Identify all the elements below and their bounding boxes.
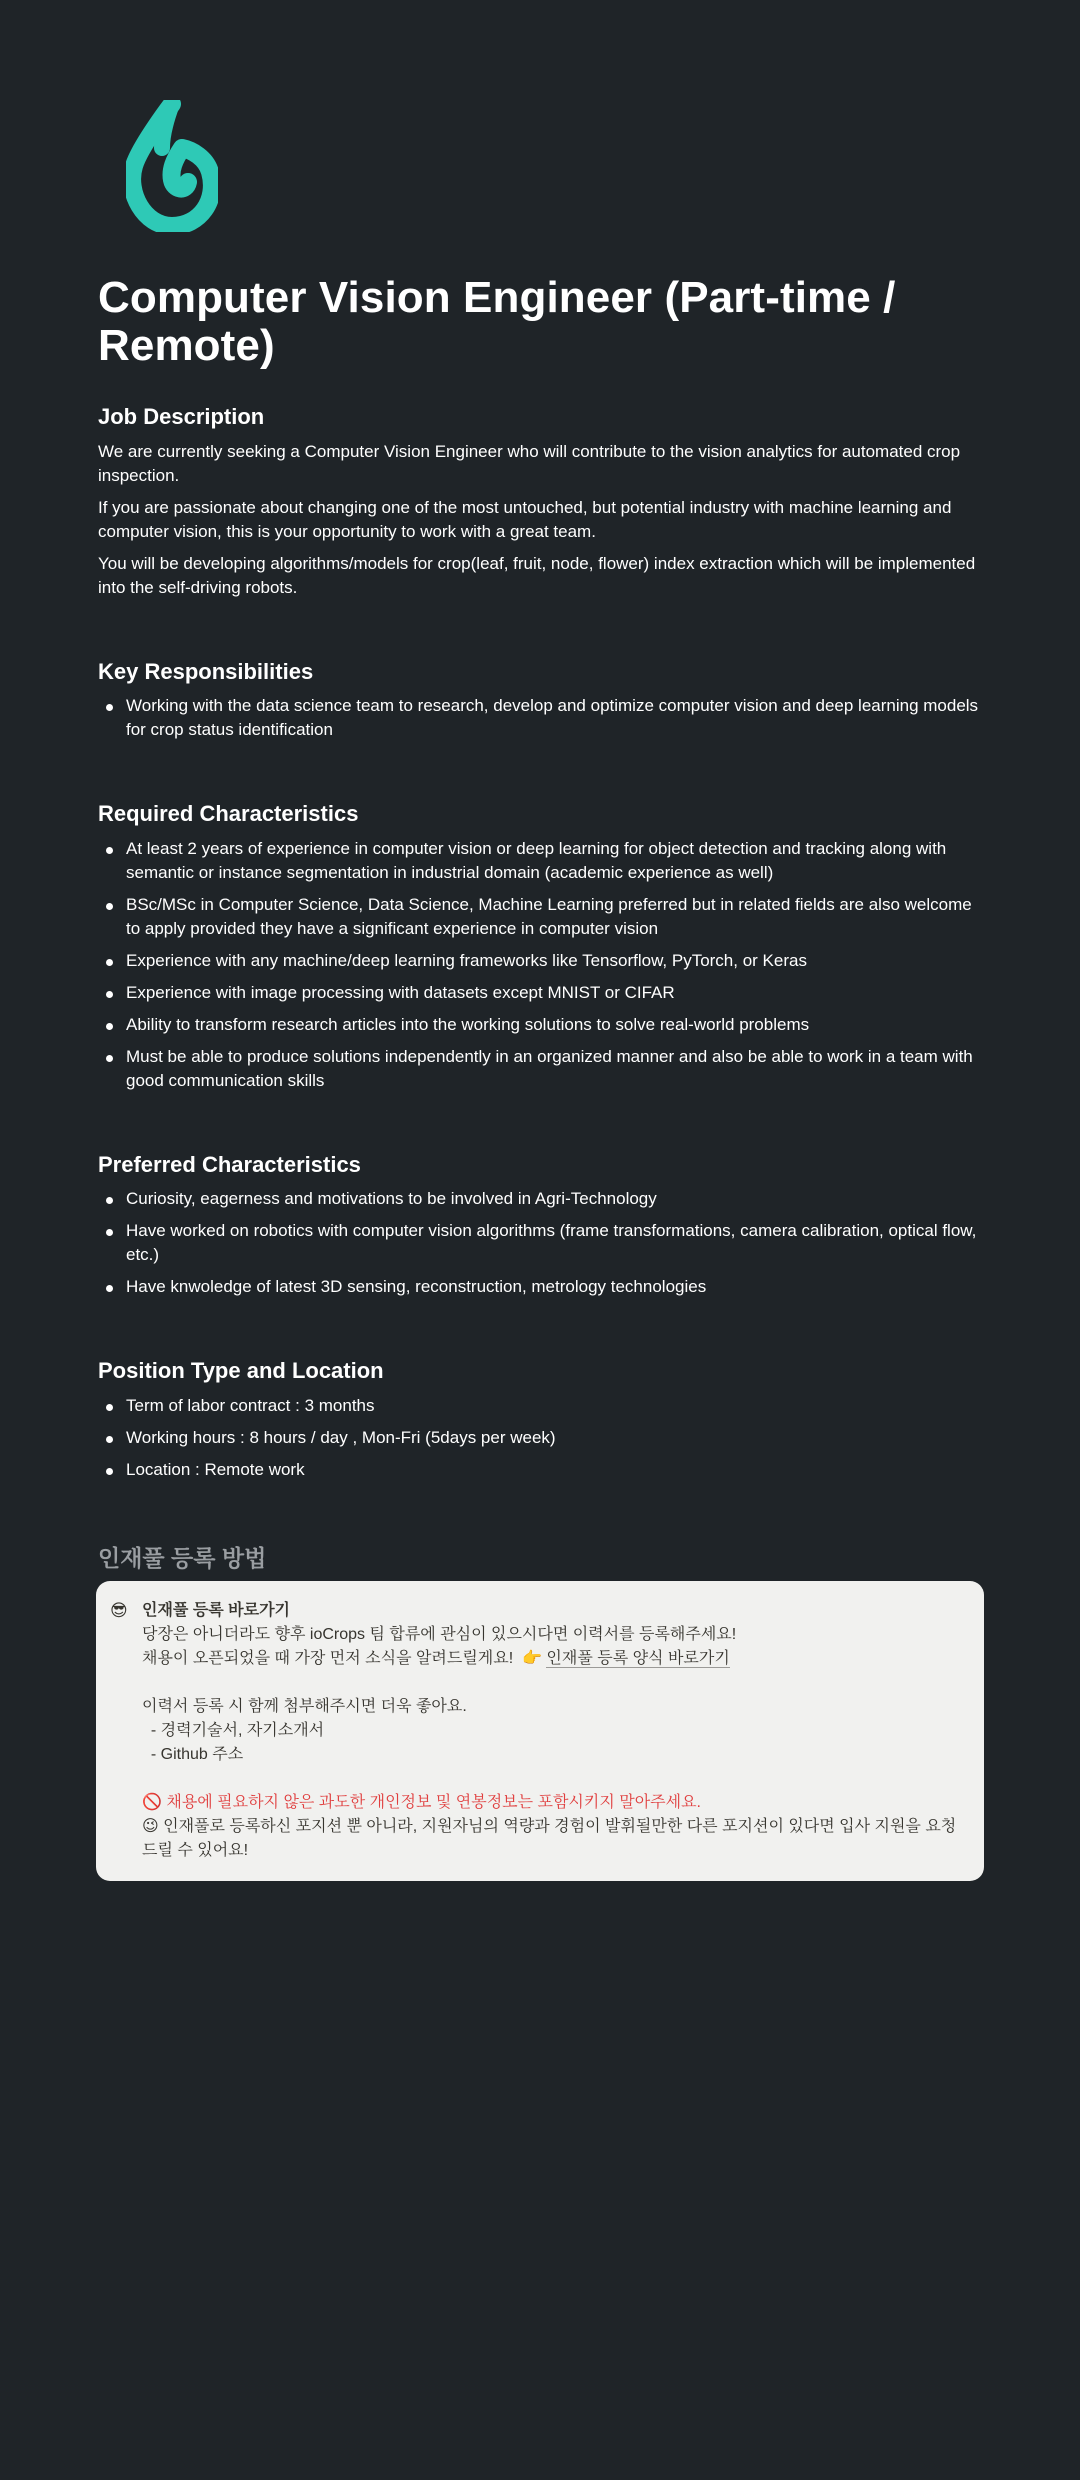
job-description-paragraph: We are currently seeking a Computer Vision Engineer who will contribute to the vision analytics for automated crop inspection. <box>98 441 961 485</box>
list-item <box>126 1426 982 1450</box>
bullet-icon <box>106 991 113 998</box>
list-item-text: Have knwoledge of latest 3D sensing, reconstruction, metrology technologies <box>126 1277 707 1297</box>
job-description-paragraph: If you are passionate about changing one of the most untouched, but potential industry with machine learning and computer vision, this is your opportunity to work with a great team. <box>98 497 952 541</box>
callout-text-with-link <box>142 1647 964 1671</box>
callout-text: 당장은 아니더라도 향후 ioCrops 팀 합류에 관심이 있으시다면 이력서를 등록해주세요! <box>142 1626 737 1643</box>
list-item <box>126 981 982 1005</box>
list-item-text: Location : Remote work <box>126 1460 305 1479</box>
list-item-text: Experience with any machine/deep learning frameworks like Tensorflow, PyTorch, or Keras <box>126 950 807 970</box>
list-item <box>126 837 982 885</box>
callout-text: - 경력기술서, 자기소개서 <box>142 1722 325 1739</box>
list-item-text: Working hours : 8 hours / day , Mon-Fri (5days per week) <box>126 1428 556 1447</box>
job-description-heading: Job Description <box>98 404 265 430</box>
bullet-icon <box>106 847 113 854</box>
callout-content <box>142 1599 964 1863</box>
list-item-text: BSc/MSc in Computer Science, Data Science, Machine Learning preferred but in related fields are also welcome to apply provided they have a significant experience in computer vision <box>126 894 972 938</box>
list-item-text: At least 2 years of experience in computer vision or deep learning for object detection and tracking along with semantic or instance segmentation in industrial domain (academic experience as well) <box>126 838 947 882</box>
position-type-heading: Position Type and Location <box>98 1358 384 1384</box>
list-item <box>126 949 982 973</box>
list-item <box>126 1275 982 1299</box>
list-item <box>126 694 982 742</box>
water-drop-logo-icon <box>126 100 218 232</box>
callout-text: 이력서 등록 시 함께 첨부해주시면 더욱 좋아요. <box>142 1698 467 1715</box>
key-responsibilities-heading: Key Responsibilities <box>98 658 314 684</box>
list-item <box>126 1394 982 1418</box>
list-item <box>126 1045 982 1093</box>
bullet-icon <box>106 1436 113 1443</box>
callout-text: 채용이 오픈되었을 때 가장 먼저 소식을 알려드릴게요! 👉 <box>142 1650 542 1667</box>
required-characteristics-heading: Required Characteristics <box>98 801 359 827</box>
list-item-text: Term of labor contract : 3 months <box>126 1396 375 1415</box>
bullet-icon <box>106 1285 113 1292</box>
callout-note: 😉 인재풀로 등록하신 포지션 뿐 아니라, 지원자님의 역량과 경험이 발휘될만한 다른 포지션이 있다면 입사 지원을 요청드릴 수 있어요! <box>142 1818 957 1859</box>
callout-text: - Github 주소 <box>142 1746 244 1763</box>
list-item-text: Experience with image processing with datasets except MNIST or CIFAR <box>126 982 675 1002</box>
list-item <box>126 893 982 941</box>
list-item-text: Have worked on robotics with computer vision algorithms (frame transformations, camera calibration, optical flow, etc.) <box>126 1221 977 1265</box>
talent-pool-callout <box>96 1581 984 1881</box>
preferred-characteristics-heading: Preferred Characteristics <box>98 1151 361 1177</box>
bullet-icon <box>106 1023 113 1030</box>
bullet-icon <box>106 903 113 910</box>
bullet-icon <box>106 704 113 711</box>
bullet-icon <box>106 1404 113 1411</box>
callout-warning: 🚫 채용에 필요하지 않은 과도한 개인정보 및 연봉정보는 포함시키지 말아주세요. <box>142 1794 701 1811</box>
bullet-icon <box>106 959 113 966</box>
key-responsibilities-list <box>98 694 982 742</box>
bullet-icon <box>106 1468 113 1475</box>
list-item-text: Must be able to produce solutions independently in an organized manner and also be able to work in a team with good communication skills <box>126 1046 973 1090</box>
list-item-text: Working with the data science team to research, develop and optimize computer vision and deep learning models for crop status identification <box>126 696 979 740</box>
list-item <box>126 1013 982 1037</box>
bullet-icon <box>106 1229 113 1236</box>
talent-pool-form-link[interactable]: 인재풀 등록 양식 바로가기 <box>546 1650 730 1667</box>
bullet-icon <box>106 1197 113 1204</box>
list-item <box>126 1458 982 1482</box>
sunglasses-emoji-icon: 😎 <box>110 1601 128 1620</box>
position-type-list <box>98 1394 982 1482</box>
callout-title: 인재풀 등록 바로가기 <box>142 1602 290 1619</box>
list-item <box>126 1219 982 1267</box>
page-title: Computer Vision Engineer (Part-time / Remote) <box>98 273 896 370</box>
job-description-paragraph: You will be developing algorithms/models for crop(leaf, fruit, node, flower) index extraction which will be implemented into the self-driving robots. <box>98 553 976 597</box>
preferred-characteristics-list <box>98 1187 982 1299</box>
list-item-text: Ability to transform research articles into the working solutions to solve real-world problems <box>126 1014 810 1034</box>
list-item <box>126 1187 982 1211</box>
bullet-icon <box>106 1055 113 1062</box>
talent-pool-heading: 인재풀 등록 방법 <box>98 1545 267 1571</box>
list-item-text: Curiosity, eagerness and motivations to be involved in Agri-Technology <box>126 1189 657 1209</box>
required-characteristics-list <box>98 837 982 1093</box>
